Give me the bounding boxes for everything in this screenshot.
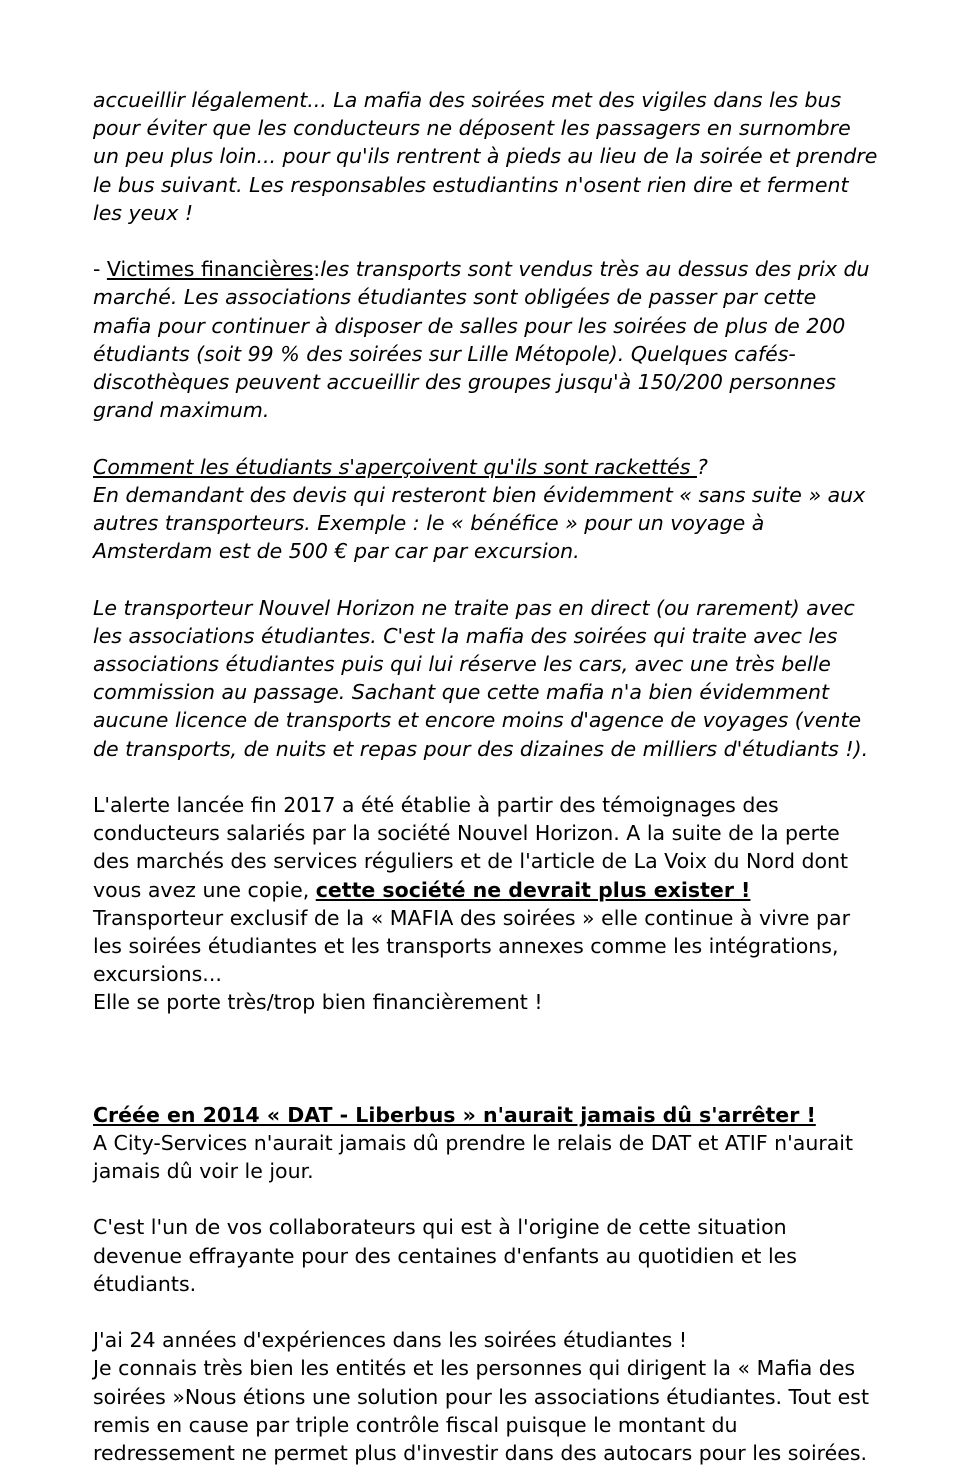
document-body <box>93 86 880 1467</box>
paragraph-victimes-body: les transports sont vendus très au dessus des prix du marché. Les associations étudiantes sont obligées de passer par cette mafia pour continuer à disposer de salles pour les soirées de plus de 200 étudiants (soit 99 % des soirées sur Lille Métopole). Quelques cafés-discothèques peuvent accueillir des groupes jusqu'à 150/200 personnes grand maximum. <box>93 257 870 423</box>
list-dash-prefix: - <box>93 257 107 282</box>
paragraph-victimes-financieres <box>93 255 880 424</box>
paragraph-accueillir: accueillir légalement... La mafia des soirées met des vigiles dans les bus pour éviter que les conducteurs ne déposent les passagers en surnombre un peu plus loin... pour qu'ils rentrent à pieds au lieu de la soirée et prendre le bus suivant. Les responsables estudiantins n'osent rien dire et ferment les yeux ! <box>93 88 878 225</box>
section-spacer <box>93 1017 880 1101</box>
emphasis-cette-societe: cette société ne devrait plus exister ! <box>315 877 751 902</box>
heading-creee-2014: Créée en 2014 « DAT - Liberbus » n'aurait jamais dû s'arrêter ! <box>93 1102 816 1127</box>
paragraph-24-annees: J'ai 24 années d'expériences dans les soirées étudiantes ! <box>93 1328 688 1353</box>
paragraph-alerte-2017 <box>93 791 880 988</box>
paragraph-city-services: A City-Services n'aurait jamais dû prendre le relais de DAT et ATIF n'aurait jamais dû voir le jour. <box>93 1130 854 1184</box>
heading-comment-rackettes-text: Comment les étudiants s'aperçoivent qu'ils sont rackettés <box>93 454 697 479</box>
paragraph-collaborateurs: C'est l'un de vos collaborateurs qui est à l'origine de cette situation devenue effrayante pour des centaines d'enfants au quotidien et les étudiants. <box>93 1215 797 1296</box>
label-colon: : <box>313 257 321 282</box>
paragraph-alerte-text-after: Transporteur exclusif de la « MAFIA des soirées » elle continue à vivre par les soirées étudiantes et les transports annexes comme les intégrations, excursions... <box>93 905 851 987</box>
paragraph-transporteur-nouvel-horizon: Le transporteur Nouvel Horizon ne traite pas en direct (ou rarement) avec les associations étudiantes. C'est la mafia des soirées qui traite avec les associations étudiantes puis qui lui réserve les cars, avec une très belle commission au passage. Sachant que cette mafia n'a bien évidemment aucune licence de transports et encore moins d'agence de voyages (vente de transports, de nuits et repas pour des dizaines de milliers d'étudiants !). <box>93 595 869 761</box>
heading-comment-rackettes-question-mark: ? <box>696 454 708 479</box>
heading-comment-rackettes <box>93 453 880 481</box>
paragraph-je-connais: Je connais très bien les entités et les personnes qui dirigent la « Mafia des soirées »Nous étions une solution pour les associations étudiantes. Tout est remis en cause par triple contrôle fiscal puisque le montant du redressement ne permet plus d'investir dans des autocars pour les soirées. <box>93 1356 869 1466</box>
paragraph-alerte-text-before: L'alerte lancée fin 2017 a été établie à partir des témoignages des conducteurs salariés par la société Nouvel Horizon. A la suite de la perte des marchés des services réguliers et de l'article de La Voix du Nord dont vous avez une copie, <box>93 793 849 902</box>
paragraph-elle-se-porte: Elle se porte très/trop bien financièrement ! <box>93 990 543 1015</box>
paragraph-en-demandant: En demandant des devis qui resteront bien évidemment « sans suite » aux autres transporteurs. Exemple : le « bénéfice » pour un voyage à Amsterdam est de 500 € par car par excursion. <box>93 482 866 564</box>
label-victimes-financieres: Victimes financières <box>106 257 314 282</box>
